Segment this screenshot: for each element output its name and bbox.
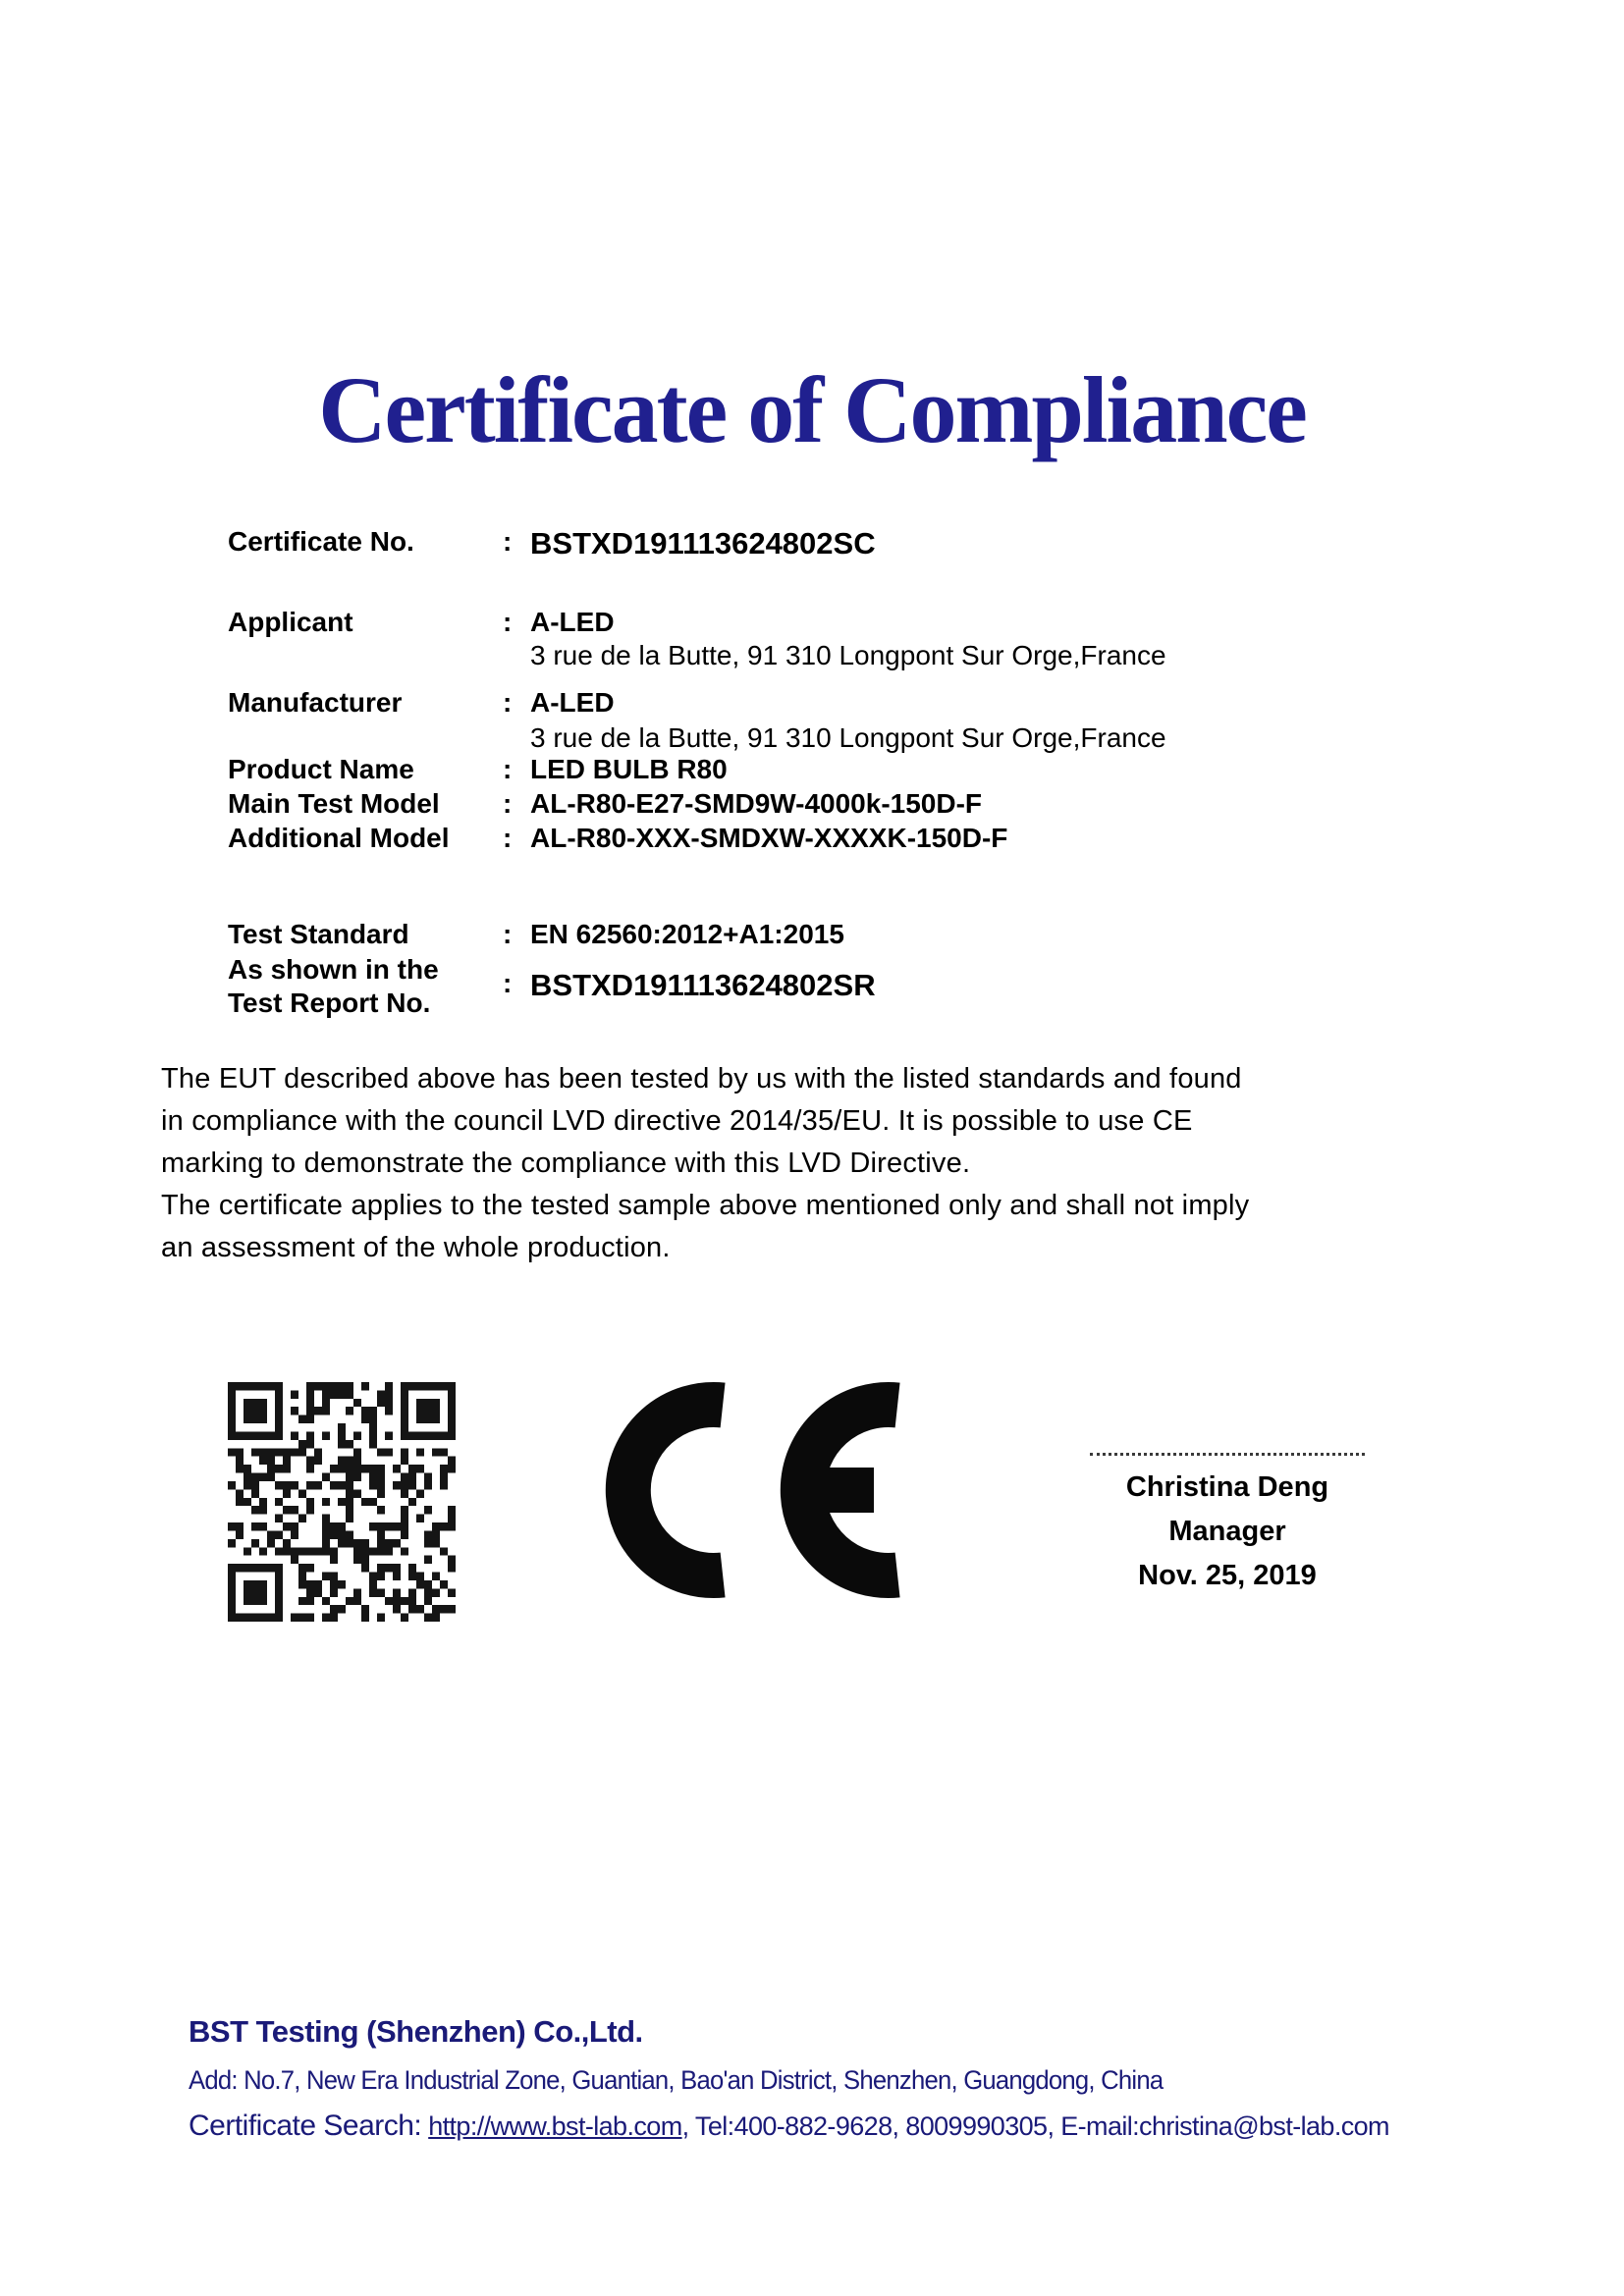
separator-colon: : <box>503 687 513 718</box>
certificate-search-line <box>189 2109 1389 2143</box>
test-standard-label: Test Standard <box>228 919 409 949</box>
product-name-row <box>0 754 1624 787</box>
signature-date: Nov. 25, 2019 <box>1138 1560 1317 1591</box>
signatory-role: Manager <box>1168 1516 1286 1547</box>
separator-colon: : <box>503 754 513 784</box>
statement-line: The certificate applies to the tested sample above mentioned only and shall not imply <box>161 1190 1250 1221</box>
separator-colon: : <box>503 607 513 637</box>
separator-colon: : <box>503 968 513 998</box>
signature-block <box>1072 1453 1382 1598</box>
test-report-row <box>0 968 1624 1001</box>
footer <box>189 2014 1389 2143</box>
certificate-no-label: Certificate No. <box>228 526 414 557</box>
statement-line: in compliance with the council LVD directive 2014/35/EU. It is possible to use CE <box>161 1105 1193 1137</box>
applicant-value: A-LED <box>530 607 615 637</box>
certificate-no-row <box>0 526 1624 560</box>
statement-paragraph <box>161 1058 1496 1269</box>
test-report-label-line1: As shown in the <box>228 954 439 985</box>
main-test-model-row <box>0 788 1624 822</box>
statement-line: The EUT described above has been tested by us with the listed standards and found <box>161 1063 1242 1095</box>
url-suffix-comma: , <box>681 2111 689 2141</box>
applicant-address: 3 rue de la Butte, 91 310 Longpont Sur Orge,France <box>530 640 1166 670</box>
signatory-name: Christina Deng <box>1125 1471 1329 1503</box>
applicant-label: Applicant <box>228 607 353 637</box>
separator-colon: : <box>503 788 513 819</box>
additional-model-value: AL-R80-XXX-SMDXW-XXXXK-150D-F <box>530 823 1008 853</box>
product-name-label: Product Name <box>228 754 414 784</box>
separator-colon: : <box>503 823 513 853</box>
applicant-row <box>0 607 1624 640</box>
separator-colon: : <box>503 526 513 557</box>
manufacturer-address: 3 rue de la Butte, 91 310 Longpont Sur Orge,France <box>530 722 1166 753</box>
document-title: Certificate of Compliance <box>318 357 1306 462</box>
qr-code <box>228 1382 456 1622</box>
statement-line: marking to demonstrate the compliance with this LVD Directive. <box>161 1148 971 1179</box>
main-test-model-value: AL-R80-E27-SMD9W-4000k-150D-F <box>530 788 983 819</box>
certificate-no-value: BSTXD191113624802SC <box>530 526 876 561</box>
separator-colon: : <box>503 919 513 949</box>
product-name-value: LED BULB R80 <box>530 754 728 784</box>
test-standard-value: EN 62560:2012+A1:2015 <box>530 919 844 949</box>
manufacturer-value: A-LED <box>530 687 615 718</box>
manufacturer-label: Manufacturer <box>228 687 403 718</box>
ce-mark-icon <box>604 1382 900 1598</box>
test-report-label-line2: Test Report No. <box>228 988 431 1018</box>
signature-dotted-line <box>1090 1453 1365 1456</box>
statement-line: an assessment of the whole production. <box>161 1232 671 1263</box>
certificate-search-label: Certificate Search: <box>189 2109 422 2142</box>
lab-company-name: BST Testing (Shenzhen) Co.,Ltd. <box>189 2014 643 2049</box>
test-standard-row <box>0 919 1624 952</box>
additional-model-label: Additional Model <box>228 823 450 853</box>
test-report-value: BSTXD191113624802SR <box>530 968 876 1002</box>
additional-model-row <box>0 823 1624 856</box>
lab-contact-info: Tel:400-882-9628, 8009990305, E-mail:christina@bst-lab.com <box>694 2111 1389 2141</box>
certificate-search-url-link[interactable]: http://www.bst-lab.com <box>428 2111 682 2141</box>
lab-address: Add: No.7, New Era Industrial Zone, Guantian, Bao'an District, Shenzhen, Guangdong, China <box>189 2065 1164 2095</box>
manufacturer-row <box>0 687 1624 721</box>
main-test-model-label: Main Test Model <box>228 788 440 819</box>
